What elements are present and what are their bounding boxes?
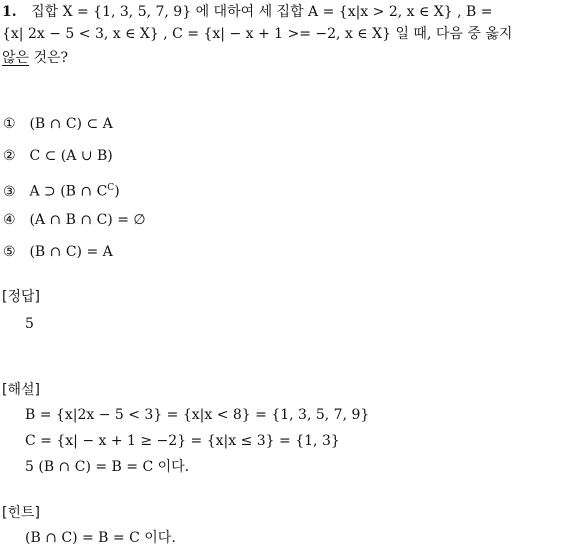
question-line-3 [2,48,68,68]
choice-4-text: (A ∩ B ∩ C) = ∅ [29,212,146,228]
choice-5-text: (B ∩ C) = A [29,244,113,260]
choice-3-mark: ③ [3,183,16,200]
choice-5-mark: ⑤ [3,244,16,260]
choice-2 [3,146,113,166]
question-number: 1. [2,4,17,20]
choice-3 [3,178,120,202]
choice-4-mark: ④ [3,212,16,228]
answer-value: 5 [25,316,34,332]
question-line-1 [2,2,493,22]
choice-1-text: (B ∩ C) ⊂ A [29,116,113,132]
explanation-line-2: C = {x| − x + 1 ≥ −2} = {x|x ≤ 3} = {1, 3} [25,433,340,449]
choice-3-superscript: C [107,183,115,193]
choice-2-text: C ⊂ (A ∪ B) [29,148,113,164]
choice-4 [3,210,146,230]
choice-1-mark: ① [3,116,16,132]
question-text-3: 것은? [29,50,69,66]
hint-label: [힌트] [2,505,40,521]
explanation-line-3: 5 (B ∩ C) = B = C 이다. [25,459,190,475]
explanation-line-1: B = {x|2x − 5 < 3} = {x|x < 8} = {1, 3, 5, 7, 9} [25,407,370,423]
question-emphasis: 않은 [2,50,30,66]
explanation-label: [해설] [2,382,40,398]
choice-3-text: A ⊃ (B ∩ C [29,183,108,200]
choice-3-tail: ) [114,183,120,200]
question-text-1: 집합 X = {1, 3, 5, 7, 9} 에 대하여 세 집합 A = {x|x > 2, x ∈ X} , B = [31,4,493,20]
answer-label: [정답] [2,289,40,305]
question-line-2: {x| 2x − 5 < 3, x ∈ X} , C = {x| − x + 1 >= −2, x ∈ X} 일 때, 다음 중 옳지 [2,26,513,42]
choice-5 [3,242,113,262]
choice-1 [3,114,113,134]
choice-2-mark: ② [3,148,16,164]
hint-text: (B ∩ C) = B = C 이다. [25,530,176,546]
